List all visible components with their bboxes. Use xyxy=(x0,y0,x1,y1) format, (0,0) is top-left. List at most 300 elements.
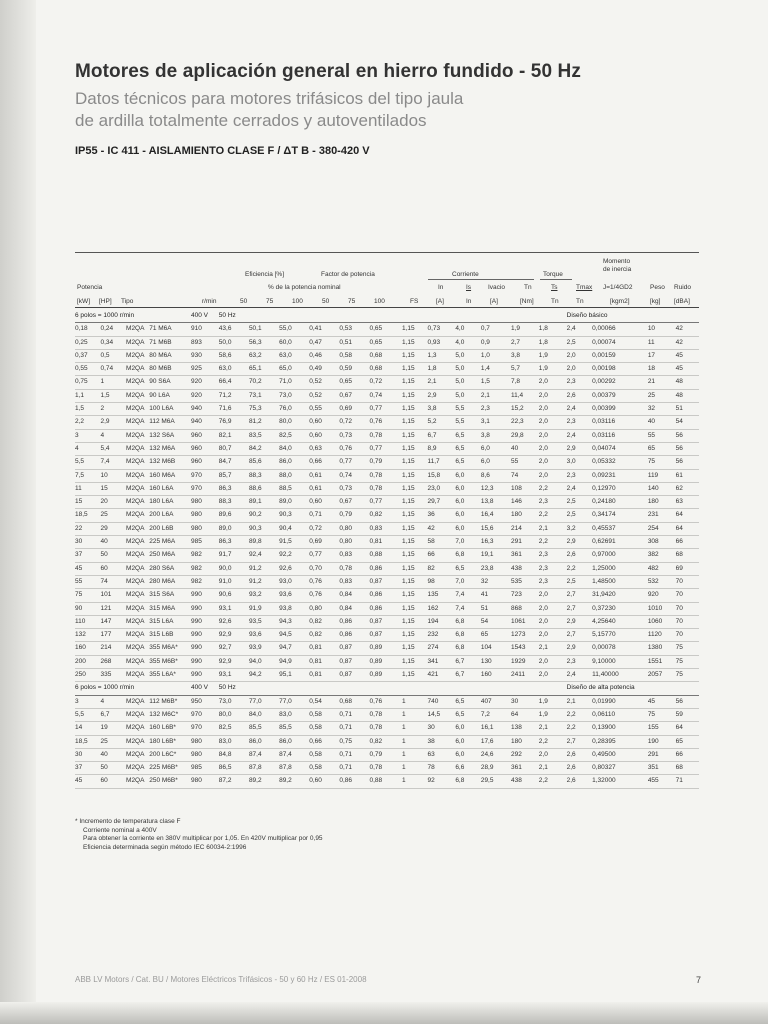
table-cell: 2,6 xyxy=(567,775,593,788)
table-cell: 0,89 xyxy=(370,642,402,655)
table-cell: 0,24 xyxy=(101,323,127,336)
table-cell: 0,78 xyxy=(370,429,402,442)
table-cell: 65 xyxy=(676,735,699,748)
table-cell: 83,0 xyxy=(219,735,249,748)
table-cell: 71,6 xyxy=(219,403,249,416)
table-cell: 84,2 xyxy=(249,442,279,455)
table-cell: 180 xyxy=(648,496,676,509)
table-cell: 6,0 xyxy=(455,469,481,482)
table-cell: 0,65 xyxy=(370,323,402,336)
table-cell: 6,5 xyxy=(455,708,481,721)
table-cell: 1,5 xyxy=(481,376,511,389)
unit-ts: Tn xyxy=(551,298,559,305)
table-cell: 5,5 xyxy=(455,416,481,429)
header-is: Is xyxy=(466,284,472,291)
header-in: In xyxy=(438,284,444,291)
table-cell: 0,12970 xyxy=(592,482,648,495)
table-cell: 982 xyxy=(191,575,219,588)
table-cell: 29,8 xyxy=(511,429,539,442)
table-cell: 0,80 xyxy=(339,522,369,535)
table-cell: 40 xyxy=(648,416,676,429)
table-cell: 1,5 xyxy=(75,403,101,416)
table-cell: 88,0 xyxy=(279,469,309,482)
table-cell: 92,6 xyxy=(219,615,249,628)
table-cell: 2,3 xyxy=(539,549,567,562)
table-cell: 80 M6B xyxy=(149,363,191,376)
table-cell: 30 xyxy=(75,536,101,549)
table-cell: 1,8 xyxy=(539,336,567,349)
table-cell: 68 xyxy=(676,549,699,562)
unit-inercia: [kgm2] xyxy=(610,298,630,305)
table-cell: 132 xyxy=(75,629,101,642)
table-cell: 10 xyxy=(648,323,676,336)
table-cell: 2,9 xyxy=(101,416,127,429)
table-cell: 160 L6B* xyxy=(149,722,191,735)
table-cell: 0,88 xyxy=(370,775,402,788)
table-cell: 0,78 xyxy=(370,708,402,721)
table-cell: 254 xyxy=(648,522,676,535)
table-cell: 455 xyxy=(648,775,676,788)
table-cell: 0,60 xyxy=(309,775,339,788)
table-row xyxy=(75,615,699,628)
table-cell: 6,5 xyxy=(455,562,481,575)
table-cell: 24,6 xyxy=(481,748,511,761)
table-row xyxy=(75,469,699,482)
table-cell: 2,3 xyxy=(567,469,593,482)
table-cell: 87,4 xyxy=(279,748,309,761)
table-cell: 2,9 xyxy=(427,389,455,402)
table-cell: M2QA xyxy=(126,509,149,522)
unit-tmax: Tn xyxy=(576,298,584,305)
table-cell: 6,8 xyxy=(455,615,481,628)
table-row xyxy=(75,349,699,362)
table-cell: 71,2 xyxy=(219,389,249,402)
table-cell: 920 xyxy=(191,389,219,402)
table-cell: 64 xyxy=(676,522,699,535)
table-cell: 91,5 xyxy=(279,536,309,549)
table-cell: 16,3 xyxy=(481,536,511,549)
table-cell: 91,2 xyxy=(249,575,279,588)
table-row xyxy=(75,642,699,655)
spec-line: IP55 - IC 411 - AISLAMIENTO CLASE F / ΔT B - 380-420 V xyxy=(75,145,370,157)
table-cell: 1,3 xyxy=(427,349,455,362)
table-cell: 2,6 xyxy=(567,748,593,761)
table-cell: 1273 xyxy=(511,629,539,642)
table-cell: 0,87 xyxy=(370,615,402,628)
table-cell: 1551 xyxy=(648,655,676,668)
table-cell: 146 xyxy=(511,496,539,509)
table-cell: 94,7 xyxy=(279,642,309,655)
table-cell: 1010 xyxy=(648,602,676,615)
table-cell: 925 xyxy=(191,363,219,376)
table-cell: 86,0 xyxy=(279,735,309,748)
table-cell: 3,8 xyxy=(511,349,539,362)
table-row xyxy=(75,775,699,788)
table-cell: 1061 xyxy=(511,615,539,628)
table-cell: 1 xyxy=(402,708,428,721)
table-cell: 0,28395 xyxy=(592,735,648,748)
table-cell: 93,2 xyxy=(249,589,279,602)
table-cell: 100 L6A xyxy=(149,403,191,416)
table-cell: 92,7 xyxy=(219,642,249,655)
table-cell: 2,2 xyxy=(539,482,567,495)
table-cell: 2,7 xyxy=(511,336,539,349)
table-cell: 64 xyxy=(676,722,699,735)
table-cell: 0,68 xyxy=(339,695,369,708)
table-row xyxy=(75,562,699,575)
table-cell: 25 xyxy=(101,509,127,522)
table-cell: 63,0 xyxy=(279,349,309,362)
table-cell: 0,03116 xyxy=(592,429,648,442)
table-cell: M2QA xyxy=(126,762,149,775)
table-cell: 12,3 xyxy=(481,482,511,495)
table-cell: 75,3 xyxy=(249,403,279,416)
unit-kw: [kW] xyxy=(77,298,90,305)
table-cell: 89,0 xyxy=(219,522,249,535)
table-cell: 1,32000 xyxy=(592,775,648,788)
table-cell: M2QA xyxy=(126,363,149,376)
table-cell: 94,3 xyxy=(279,615,309,628)
table-cell: 6,0 xyxy=(455,509,481,522)
table-cell: 85,7 xyxy=(219,469,249,482)
table-cell: 0,74 xyxy=(101,363,127,376)
table-cell: 0,79 xyxy=(339,509,369,522)
table-cell: 0,60 xyxy=(309,416,339,429)
table-cell: 56 xyxy=(676,442,699,455)
table-cell: 438 xyxy=(511,775,539,788)
table-cell: 110 xyxy=(75,615,101,628)
table-row xyxy=(75,735,699,748)
unit-pf-75: 75 xyxy=(348,298,356,305)
table-cell: 2,7 xyxy=(567,589,593,602)
table-cell: M2QA xyxy=(126,695,149,708)
table-cell: 0,9 xyxy=(481,336,511,349)
table-cell: 63,0 xyxy=(219,363,249,376)
table-cell: 7,5 xyxy=(75,469,101,482)
table-cell: 0,46 xyxy=(309,349,339,362)
section-design-label: Diseño básico xyxy=(567,310,699,323)
footnote-3: Para obtener la corriente en 380V multiplicar por 1,05. En 420V multiplicar por 0,95 xyxy=(83,835,323,843)
table-row xyxy=(75,549,699,562)
table-cell: 2,1 xyxy=(539,522,567,535)
page-subtitle xyxy=(75,88,463,132)
table-cell: 280 M6A xyxy=(149,575,191,588)
table-cell: 1 xyxy=(101,376,127,389)
table-cell: 0,66 xyxy=(309,456,339,469)
table-cell: 95,1 xyxy=(279,669,309,682)
table-cell: 0,87 xyxy=(339,655,369,668)
table-cell: 6,0 xyxy=(481,456,511,469)
table-cell: 88,5 xyxy=(279,482,309,495)
table-cell: 0,55 xyxy=(75,363,101,376)
table-cell: 0,61 xyxy=(309,469,339,482)
table-cell: 1,15 xyxy=(402,403,428,416)
table-cell: 89,2 xyxy=(249,775,279,788)
header-factor: Factor de potencia xyxy=(321,271,375,278)
table-cell: 51 xyxy=(481,602,511,615)
table-row xyxy=(75,509,699,522)
table-cell: 155 xyxy=(648,722,676,735)
table-cell: 90,3 xyxy=(249,522,279,535)
table-cell: 0,71 xyxy=(339,748,369,761)
table-cell: 56,3 xyxy=(249,336,279,349)
table-cell: 2,3 xyxy=(481,403,511,416)
section-voltage: 400 V xyxy=(191,682,219,695)
table-cell: 71 M6A xyxy=(149,323,191,336)
table-cell: 0,58 xyxy=(309,748,339,761)
table-cell: 2,2 xyxy=(75,416,101,429)
table-cell: 1,15 xyxy=(402,669,428,682)
table-cell: 37 xyxy=(75,549,101,562)
table-cell: M2QA xyxy=(126,429,149,442)
table-cell: 90,3 xyxy=(279,509,309,522)
table-cell: 1,15 xyxy=(402,629,428,642)
table-cell: 2,3 xyxy=(567,376,593,389)
table-cell: 2,0 xyxy=(539,748,567,761)
table-cell: M2QA xyxy=(126,735,149,748)
table-cell: 950 xyxy=(191,695,219,708)
table-cell: 1,8 xyxy=(427,363,455,376)
table-cell: 0,72 xyxy=(370,376,402,389)
table-cell: 200 xyxy=(75,655,101,668)
table-cell: 70 xyxy=(676,589,699,602)
table-cell: 87,8 xyxy=(249,762,279,775)
table-cell: 214 xyxy=(511,522,539,535)
unit-hp: [HP] xyxy=(99,298,112,305)
table-cell: M2QA xyxy=(126,403,149,416)
table-cell: 532 xyxy=(648,575,676,588)
table-cell: 0,03116 xyxy=(592,416,648,429)
table-cell: 2,5 xyxy=(567,496,593,509)
table-cell: 66,4 xyxy=(219,376,249,389)
table-cell: 6,5 xyxy=(455,429,481,442)
table-cell: 0,63 xyxy=(309,442,339,455)
table-cell: 194 xyxy=(427,615,455,628)
header-ruido: Ruido xyxy=(674,284,691,291)
table-cell: 5,5 xyxy=(75,708,101,721)
table-cell: 190 xyxy=(648,735,676,748)
table-cell: 341 xyxy=(427,655,455,668)
table-cell: 0,86 xyxy=(370,562,402,575)
table-cell: 70 xyxy=(676,575,699,588)
table-cell: 90 L6A xyxy=(149,389,191,402)
table-cell: 2,2 xyxy=(567,708,593,721)
table-cell: 1,1 xyxy=(75,389,101,402)
table-cell: 6,0 xyxy=(455,722,481,735)
table-cell: 11,7 xyxy=(427,456,455,469)
table-cell: 0,81 xyxy=(309,655,339,668)
table-cell: 7,8 xyxy=(511,376,539,389)
table-cell: 723 xyxy=(511,589,539,602)
table-cell: M2QA xyxy=(126,336,149,349)
table-cell: 2,7 xyxy=(567,735,593,748)
table-cell: 90 xyxy=(75,602,101,615)
table-cell: 5,2 xyxy=(427,416,455,429)
table-cell: 0,78 xyxy=(370,482,402,495)
table-cell: 2,0 xyxy=(539,442,567,455)
table-cell: 5,0 xyxy=(455,363,481,376)
table-cell: 407 xyxy=(481,695,511,708)
table-cell: 990 xyxy=(191,669,219,682)
table-cell: 91,7 xyxy=(219,549,249,562)
table-cell: 2,9 xyxy=(567,442,593,455)
table-cell: 0,70 xyxy=(309,562,339,575)
table-cell: 38 xyxy=(427,735,455,748)
header-tmax: Tmax xyxy=(576,284,593,291)
table-cell: 73,0 xyxy=(279,389,309,402)
table-cell: 2,9 xyxy=(567,615,593,628)
table-cell: 3,8 xyxy=(427,403,455,416)
table-cell: 0,34 xyxy=(101,336,127,349)
table-cell: 0,66 xyxy=(309,735,339,748)
table-cell: 60,0 xyxy=(279,336,309,349)
table-cell: 1,15 xyxy=(402,642,428,655)
table-cell: 132 M6A xyxy=(149,442,191,455)
section-voltage: 400 V xyxy=(191,310,219,323)
table-cell: 291 xyxy=(648,748,676,761)
table-cell: 1,8 xyxy=(539,323,567,336)
table-cell: 7,4 xyxy=(455,602,481,615)
table-cell: 30 xyxy=(511,695,539,708)
table-cell: 0,78 xyxy=(370,722,402,735)
table-row xyxy=(75,748,699,761)
table-cell: 1,15 xyxy=(402,655,428,668)
table-cell: 32 xyxy=(481,575,511,588)
table-cell: 2,5 xyxy=(567,509,593,522)
table-cell: 2,1 xyxy=(481,389,511,402)
table-cell: 20 xyxy=(101,496,127,509)
table-cell: 2,4 xyxy=(567,482,593,495)
table-cell: 990 xyxy=(191,602,219,615)
table-cell: 2,0 xyxy=(539,389,567,402)
table-cell: 42 xyxy=(676,323,699,336)
table-cell: 86,3 xyxy=(219,536,249,549)
table-cell: 4 xyxy=(75,442,101,455)
table-cell: 81,2 xyxy=(249,416,279,429)
table-cell: 1,25000 xyxy=(592,562,648,575)
table-cell: 0,58 xyxy=(339,349,369,362)
unit-eff-100: 100 xyxy=(292,298,303,305)
table-cell: 11,40000 xyxy=(592,669,648,682)
table-cell: 140 xyxy=(648,482,676,495)
table-cell: 0,58 xyxy=(309,708,339,721)
table-cell: 63,2 xyxy=(249,349,279,362)
table-cell: 25 xyxy=(101,735,127,748)
table-cell: 112 M6A xyxy=(149,416,191,429)
table-cell: 66 xyxy=(427,549,455,562)
table-cell: 93,1 xyxy=(219,602,249,615)
table-cell: 0,76 xyxy=(370,416,402,429)
header-ivacio: Ivacio xyxy=(488,284,505,291)
table-cell: 70,2 xyxy=(249,376,279,389)
table-cell: 1 xyxy=(402,735,428,748)
table-cell: 0,49 xyxy=(309,363,339,376)
table-cell: 64 xyxy=(676,509,699,522)
table-cell: 2,4 xyxy=(567,429,593,442)
table-cell: 45 xyxy=(75,562,101,575)
table-row xyxy=(75,403,699,416)
table-cell: M2QA xyxy=(126,522,149,535)
table-cell: 73,1 xyxy=(249,389,279,402)
table-cell: 0,24180 xyxy=(592,496,648,509)
table-cell: 231 xyxy=(648,509,676,522)
table-cell: 132 M6B xyxy=(149,456,191,469)
table-cell: 40 xyxy=(511,442,539,455)
table-row xyxy=(75,575,699,588)
table-cell: 43,6 xyxy=(219,323,249,336)
table-cell: 92,6 xyxy=(279,562,309,575)
table-cell: 85,5 xyxy=(279,722,309,735)
table-cell: 250 M6A xyxy=(149,549,191,562)
table-cell: 6,8 xyxy=(455,642,481,655)
table-cell: M2QA xyxy=(126,775,149,788)
table-cell: 80,0 xyxy=(219,708,249,721)
table-cell: 0,71 xyxy=(339,722,369,735)
table-cell: 1,15 xyxy=(402,522,428,535)
page-number: 7 xyxy=(696,975,702,985)
table-cell: 94,2 xyxy=(249,669,279,682)
table-cell: 1,5 xyxy=(101,389,127,402)
table-cell: 94,0 xyxy=(249,655,279,668)
table-cell: 93,0 xyxy=(279,575,309,588)
table-cell: 92 xyxy=(427,775,455,788)
table-cell: 2,2 xyxy=(539,509,567,522)
table-cell: 60 xyxy=(101,775,127,788)
table-cell: 1,9 xyxy=(511,323,539,336)
table-cell: 2,9 xyxy=(567,642,593,655)
table-cell: 5,0 xyxy=(455,389,481,402)
table-cell: 8,9 xyxy=(427,442,455,455)
table-cell: 2,3 xyxy=(539,575,567,588)
table-row xyxy=(75,602,699,615)
table-cell: M2QA xyxy=(126,389,149,402)
table-cell: 1543 xyxy=(511,642,539,655)
table-cell: 980 xyxy=(191,509,219,522)
table-cell: 0,76 xyxy=(309,589,339,602)
table-cell: 1,15 xyxy=(402,363,428,376)
table-cell: 84,8 xyxy=(219,748,249,761)
table-cell: 1,15 xyxy=(402,589,428,602)
table-row xyxy=(75,708,699,721)
table-cell: 910 xyxy=(191,323,219,336)
table-row xyxy=(75,376,699,389)
table-cell: 66 xyxy=(676,748,699,761)
table-cell: 2,0 xyxy=(539,469,567,482)
table-cell: 45 xyxy=(676,349,699,362)
table-cell: 21 xyxy=(648,376,676,389)
table-cell: 50 xyxy=(101,549,127,562)
table-cell: 180 L6B* xyxy=(149,735,191,748)
table-cell: 0,77 xyxy=(370,403,402,416)
header-torque: Torque xyxy=(543,271,563,278)
table-row xyxy=(75,629,699,642)
table-cell: 2,1 xyxy=(539,722,567,735)
header-potencia: Potencia xyxy=(77,284,103,291)
table-cell: 225 M6B* xyxy=(149,762,191,775)
table-cell: 0,76 xyxy=(309,575,339,588)
table-cell: 315 L6B xyxy=(149,629,191,642)
table-cell: 19 xyxy=(101,722,127,735)
table-cell: 2,0 xyxy=(539,589,567,602)
table-cell: 11 xyxy=(648,336,676,349)
table-cell: 65,0 xyxy=(279,363,309,376)
table-cell: 0,5 xyxy=(101,349,127,362)
table-cell: 180 xyxy=(511,509,539,522)
table-cell: 0,34174 xyxy=(592,509,648,522)
table-cell: 6,7 xyxy=(427,429,455,442)
table-cell: 30 xyxy=(75,748,101,761)
table-cell: 990 xyxy=(191,589,219,602)
